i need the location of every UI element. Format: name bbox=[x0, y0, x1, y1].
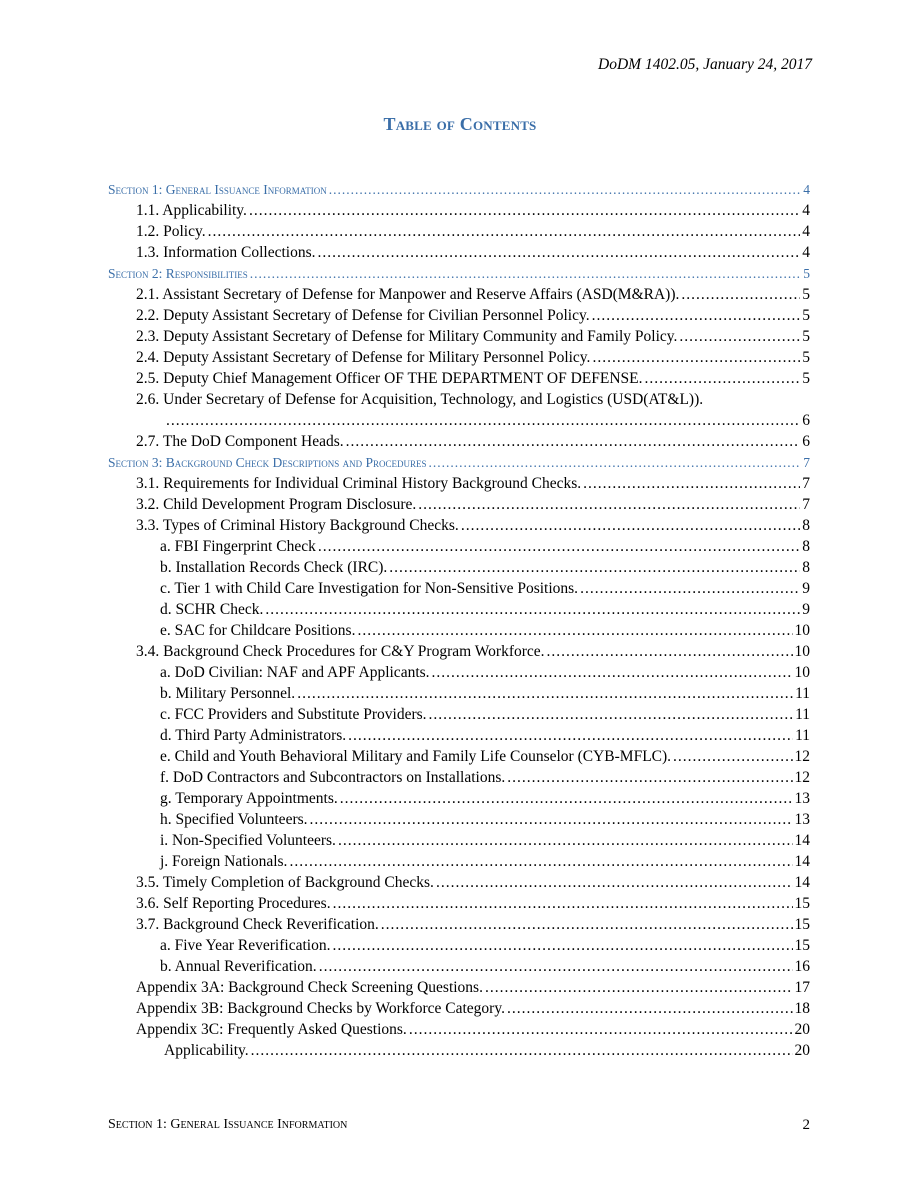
toc-page-number: 20 bbox=[794, 1021, 810, 1038]
toc-dot-leader bbox=[592, 347, 800, 368]
toc-page-number: 5 bbox=[802, 328, 810, 345]
toc-page-number: 5 bbox=[802, 370, 810, 387]
toc-page-number: 13 bbox=[794, 811, 810, 828]
toc-dot-leader bbox=[592, 305, 801, 326]
toc-entry[interactable] bbox=[108, 935, 810, 956]
toc-page-number: 7 bbox=[802, 475, 810, 492]
toc-dot-leader bbox=[645, 368, 801, 389]
toc-entry[interactable] bbox=[108, 305, 810, 326]
toc-dot-leader bbox=[679, 326, 800, 347]
toc-page-number: 6 bbox=[802, 433, 810, 450]
toc-page-number: 13 bbox=[794, 790, 810, 807]
toc-dot-leader bbox=[348, 725, 793, 746]
toc-page-number: 15 bbox=[794, 937, 810, 954]
toc-dot-leader bbox=[485, 977, 793, 998]
toc-dot-leader bbox=[318, 536, 800, 557]
toc-page-number: 10 bbox=[794, 622, 810, 639]
toc-dot-leader bbox=[340, 788, 793, 809]
toc-entry-text: 2.4. Deputy Assistant Secretary of Defense for Military Personnel Policy. bbox=[136, 349, 591, 366]
toc-entry[interactable] bbox=[108, 683, 810, 704]
toc-entry[interactable] bbox=[108, 746, 810, 767]
toc-page-number: 14 bbox=[794, 874, 810, 891]
toc-entry-text: e. Child and Youth Behavioral Military and Family Life Counselor (CYB-MFLC). bbox=[160, 748, 672, 765]
toc-dot-leader bbox=[250, 263, 801, 284]
toc-entry[interactable] bbox=[108, 1040, 810, 1061]
toc-dot-leader bbox=[507, 767, 792, 788]
toc-page-number: 9 bbox=[802, 580, 810, 597]
toc-entry[interactable] bbox=[108, 599, 810, 620]
toc-dot-leader bbox=[580, 578, 800, 599]
toc-page-number: 10 bbox=[794, 643, 810, 660]
toc-entry[interactable] bbox=[108, 893, 810, 914]
toc-entry-text: 3.4. Background Check Procedures for C&Y Program Workforce. bbox=[136, 643, 545, 660]
toc-entry-text: c. Tier 1 with Child Care Investigation for Non-Sensitive Positions. bbox=[160, 580, 579, 597]
toc-entry[interactable] bbox=[108, 347, 810, 368]
toc-entry-text: j. Foreign Nationals. bbox=[160, 853, 288, 870]
toc-entry-text: h. Specified Volunteers. bbox=[160, 811, 308, 828]
toc-dot-leader bbox=[432, 662, 793, 683]
toc-entry-text: 1.1. Applicability. bbox=[136, 202, 247, 219]
toc-dot-leader bbox=[251, 1040, 793, 1061]
toc-page-number: 8 bbox=[802, 517, 810, 534]
toc-entry-text: 3.7. Background Check Reverification. bbox=[136, 916, 379, 933]
toc-dot-leader bbox=[297, 683, 793, 704]
toc-page-number: 17 bbox=[794, 979, 810, 996]
toc-entry-text: 2.5. Deputy Chief Management Officer OF THE DEPARTMENT OF DEFENSE. bbox=[136, 370, 643, 387]
toc-entry[interactable] bbox=[108, 704, 810, 725]
toc-entry-text: a. Five Year Reverification. bbox=[160, 937, 331, 954]
toc-entry[interactable] bbox=[108, 557, 810, 578]
toc-entry-text: 2.7. The DoD Component Heads. bbox=[136, 433, 344, 450]
toc-dot-leader bbox=[265, 599, 800, 620]
toc-entry-text: d. Third Party Administrators. bbox=[160, 727, 347, 744]
toc-entry[interactable] bbox=[108, 767, 810, 788]
toc-entry[interactable] bbox=[108, 494, 810, 515]
toc-dot-leader bbox=[333, 893, 793, 914]
toc-entry-text: i. Non-Specified Volunteers. bbox=[160, 832, 336, 849]
toc-page-number: 8 bbox=[802, 538, 810, 555]
toc-entry-text: b. Installation Records Check (IRC). bbox=[160, 559, 388, 576]
toc-dot-leader bbox=[673, 746, 792, 767]
toc-dot-leader bbox=[583, 473, 800, 494]
toc-entry-text: 3.2. Child Development Program Disclosure. bbox=[136, 496, 417, 513]
toc-entry-text: 2.6. Under Secretary of Defense for Acquisition, Technology, and Logistics (USD(AT&L)). bbox=[136, 391, 704, 408]
toc-page-number: 7 bbox=[803, 455, 810, 470]
toc-entry[interactable] bbox=[108, 389, 810, 410]
toc-entry[interactable] bbox=[108, 809, 810, 830]
toc-page-number: 4 bbox=[803, 182, 810, 197]
toc-entry-text: 1.2. Policy. bbox=[136, 223, 206, 240]
toc-entry-text: e. SAC for Childcare Positions. bbox=[160, 622, 356, 639]
toc-dot-leader bbox=[547, 641, 793, 662]
toc-entry-text: 3.3. Types of Criminal History Background Checks. bbox=[136, 517, 459, 534]
toc-page-number: 4 bbox=[802, 223, 810, 240]
toc-entry-text: Appendix 3C: Frequently Asked Questions. bbox=[136, 1021, 407, 1038]
toc-entry[interactable] bbox=[108, 788, 810, 809]
toc-entry[interactable] bbox=[108, 242, 810, 263]
toc-dot-leader bbox=[429, 704, 794, 725]
toc-dot-leader bbox=[310, 809, 793, 830]
toc-entry-text: Section 1: General Issuance Information bbox=[108, 182, 327, 197]
toc-entry[interactable] bbox=[108, 578, 810, 599]
toc-page-number: 14 bbox=[794, 832, 810, 849]
toc-entry[interactable] bbox=[108, 326, 810, 347]
document-header: DoDM 1402.05, January 24, 2017 bbox=[598, 56, 812, 73]
footer-section-label: Section 1: General Issuance Information bbox=[108, 1117, 348, 1132]
toc-entry-text: a. DoD Civilian: NAF and APF Applicants. bbox=[160, 664, 430, 681]
toc-dot-leader bbox=[332, 935, 792, 956]
toc-entry[interactable] bbox=[108, 725, 810, 746]
toc-entry[interactable] bbox=[108, 998, 810, 1019]
toc-page-number: 10 bbox=[794, 664, 810, 681]
toc-entry[interactable] bbox=[108, 830, 810, 851]
toc-section-entry[interactable] bbox=[108, 263, 810, 284]
toc-entry[interactable] bbox=[108, 872, 810, 893]
toc-dot-leader bbox=[357, 620, 792, 641]
footer-page-number: 2 bbox=[802, 1117, 810, 1133]
toc-entry-text: Section 2: Responsibilities bbox=[108, 266, 248, 281]
toc-page-number: 4 bbox=[802, 202, 810, 219]
toc-entry-text: b. Military Personnel. bbox=[160, 685, 296, 702]
table-of-contents bbox=[108, 179, 810, 1061]
toc-entry[interactable] bbox=[108, 977, 810, 998]
toc-entry-text: 3.6. Self Reporting Procedures. bbox=[136, 895, 331, 912]
toc-dot-leader bbox=[507, 998, 793, 1019]
toc-entry[interactable] bbox=[108, 620, 810, 641]
toc-entry[interactable] bbox=[108, 641, 810, 662]
toc-page-number: 5 bbox=[802, 286, 810, 303]
toc-entry-text: 3.5. Timely Completion of Background Checks. bbox=[136, 874, 434, 891]
toc-section-entry[interactable] bbox=[108, 452, 810, 473]
toc-page-number: 5 bbox=[803, 266, 810, 281]
toc-dot-leader bbox=[329, 179, 801, 200]
toc-entry[interactable] bbox=[108, 536, 810, 557]
toc-dot-leader bbox=[418, 494, 800, 515]
toc-entry-text: 2.2. Deputy Assistant Secretary of Defense for Civilian Personnel Policy. bbox=[136, 307, 590, 324]
toc-dot-leader bbox=[381, 914, 793, 935]
toc-entry[interactable] bbox=[108, 368, 810, 389]
toc-entry[interactable] bbox=[108, 221, 810, 242]
toc-entry[interactable] bbox=[108, 851, 810, 872]
toc-entry-text: g. Temporary Appointments. bbox=[160, 790, 338, 807]
toc-dot-leader bbox=[166, 410, 800, 431]
toc-dot-leader bbox=[346, 431, 801, 452]
toc-entry[interactable] bbox=[108, 284, 810, 305]
toc-dot-leader bbox=[289, 851, 792, 872]
toc-page-number: 9 bbox=[802, 601, 810, 618]
toc-page-number: 14 bbox=[794, 853, 810, 870]
toc-page-number: 15 bbox=[794, 916, 810, 933]
toc-entry-text: b. Annual Reverification. bbox=[160, 958, 317, 975]
toc-dot-leader bbox=[249, 200, 800, 221]
toc-page-number: 12 bbox=[794, 769, 810, 786]
toc-entry-text: Appendix 3A: Background Check Screening Questions. bbox=[136, 979, 483, 996]
toc-page-number: 20 bbox=[794, 1042, 810, 1059]
toc-entry[interactable] bbox=[108, 473, 810, 494]
toc-dot-leader bbox=[409, 1019, 793, 1040]
toc-page-number: 12 bbox=[794, 748, 810, 765]
page-title: Table of Contents bbox=[383, 114, 537, 134]
toc-entry[interactable] bbox=[108, 431, 810, 452]
toc-dot-leader bbox=[389, 557, 800, 578]
toc-dot-leader bbox=[319, 956, 793, 977]
toc-page-number: 11 bbox=[795, 685, 810, 702]
toc-entry[interactable] bbox=[108, 515, 810, 536]
toc-dot-leader bbox=[208, 221, 801, 242]
toc-entry[interactable] bbox=[108, 200, 810, 221]
toc-entry-text: Section 3: Background Check Descriptions and Procedures bbox=[108, 455, 427, 470]
toc-page-number: 15 bbox=[794, 895, 810, 912]
toc-entry-text: Appendix 3B: Background Checks by Workforce Category. bbox=[136, 1000, 505, 1017]
toc-page-number: 5 bbox=[802, 349, 810, 366]
toc-dot-leader bbox=[681, 284, 800, 305]
toc-entry-text: d. SCHR Check. bbox=[160, 601, 264, 618]
toc-page-number: 4 bbox=[802, 244, 810, 261]
toc-page-number: 18 bbox=[794, 1000, 810, 1017]
toc-section-entry[interactable] bbox=[108, 179, 810, 200]
toc-dot-leader bbox=[338, 830, 793, 851]
toc-entry-text: c. FCC Providers and Substitute Providers. bbox=[160, 706, 427, 723]
toc-entry[interactable] bbox=[108, 1019, 810, 1040]
page-footer bbox=[108, 1117, 810, 1134]
toc-entry[interactable] bbox=[108, 914, 810, 935]
toc-entry[interactable] bbox=[108, 410, 810, 431]
toc-dot-leader bbox=[436, 872, 793, 893]
toc-page-number: 6 bbox=[802, 412, 810, 429]
toc-entry-text: a. FBI Fingerprint Check bbox=[160, 538, 316, 555]
toc-entry[interactable] bbox=[108, 956, 810, 977]
toc-page-number: 16 bbox=[794, 958, 810, 975]
toc-page-number: 11 bbox=[795, 706, 810, 723]
toc-entry-text: 3.1. Requirements for Individual Criminal History Background Checks. bbox=[136, 475, 582, 492]
toc-entry-text: 2.1. Assistant Secretary of Defense for Manpower and Reserve Affairs (ASD(M&RA)). bbox=[136, 286, 680, 303]
toc-entry[interactable] bbox=[108, 662, 810, 683]
toc-dot-leader bbox=[318, 242, 801, 263]
toc-page-number: 7 bbox=[802, 496, 810, 513]
toc-entry-text: 2.3. Deputy Assistant Secretary of Defense for Military Community and Family Policy. bbox=[136, 328, 678, 345]
toc-entry-text: Applicability. bbox=[164, 1042, 249, 1059]
toc-dot-leader bbox=[429, 452, 802, 473]
toc-dot-leader bbox=[461, 515, 800, 536]
toc-page-number: 11 bbox=[795, 727, 810, 744]
toc-page-number: 5 bbox=[802, 307, 810, 324]
toc-page-number: 8 bbox=[802, 559, 810, 576]
toc-entry-text: 1.3. Information Collections. bbox=[136, 244, 316, 261]
toc-entry-text: f. DoD Contractors and Subcontractors on Installations. bbox=[160, 769, 506, 786]
